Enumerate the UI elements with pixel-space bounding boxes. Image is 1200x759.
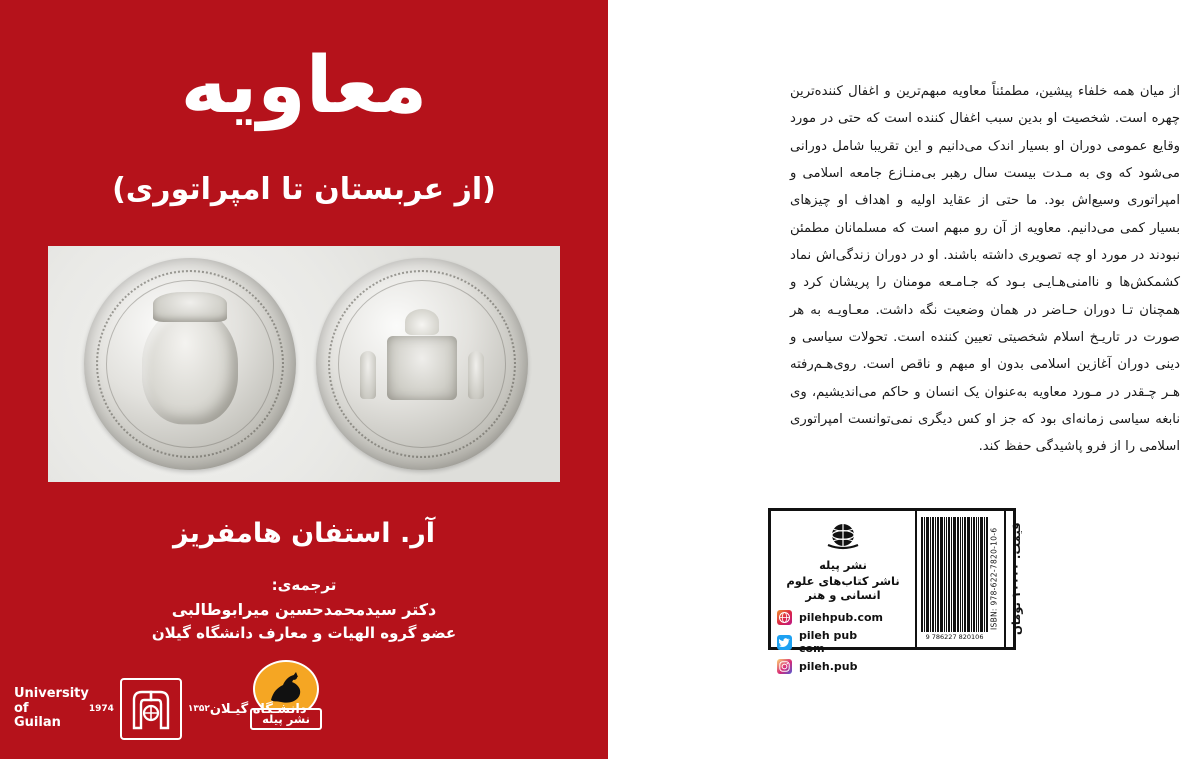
barcode-block [917,511,1004,647]
translator-name: دکتر سیدمحمدحسین میرابوطالبی [171,600,437,619]
barcode-area [915,511,1026,647]
twitter-text: pileh pub com [799,629,858,655]
university-name-en [10,687,89,732]
university-years [89,678,114,740]
coin-obverse [84,258,296,470]
back-cover-panel [608,0,1200,759]
instagram-text: pileh.pub [799,660,858,673]
coin-reverse [316,258,528,470]
website-text: pilehpub.com [799,611,884,624]
university-year-en: 1974 [88,704,114,714]
university-name-fa: دانشـگاه گیـلان [209,701,307,717]
book-title: معاویه [180,41,428,131]
publisher-logo-label: نشر پیله [250,708,322,730]
coin-photograph [48,246,560,482]
university-name-en-line1: University of [14,685,89,716]
publisher-contacts [777,610,909,674]
barcode-image [921,517,988,641]
publisher-tagline: ناشر کتاب‌های علوم انسانی و هنر [786,574,900,602]
publisher-info [771,511,915,673]
barcode-number: 9 786227 820106 [925,633,984,641]
publisher-name: نشر پیله [819,558,867,572]
book-subtitle: (از عربستان تا امپراتوری) [112,172,496,207]
contact-row-twitter[interactable] [777,629,883,655]
translator-affiliation: عضو گروه الهیات و معارف دانشگاه گیلان [151,624,457,642]
book-author: آر. استفان هامفریز [172,518,436,549]
globe-icon [826,521,860,555]
price-label: قیمت: ۱۰۰۰۰ تومان [1004,511,1026,647]
globe-web-icon [777,610,792,625]
contact-row-website[interactable] [777,610,883,625]
publisher-barcode-box [768,508,1024,673]
university-year-fa: ۱۳۵۲ [187,704,210,714]
isbn-text: ISBN: 978-622-7820-10-6 [989,527,999,631]
university-emblem-icon [120,678,182,740]
translator-label: ترجمه‌ی: [271,576,337,594]
instagram-icon [777,659,792,674]
contact-row-instagram[interactable] [777,659,883,674]
university-years-fa [188,678,210,740]
back-cover-blurb: از میان همه خلفاء پیشین، مطمئناً معاویه مبهم‌ترین و اغفال کننده‌ترین چهره است. شخصیت او بدین سبب اغفال کننده است که حتی در مورد وقایع عمومی دوران او بسیار اندک می‌دانیم و این تقریبا شامل دورانی می‌شود که وی به مـدت بیست سال رهبر بی‌منـازع جامعه اسلامی و امپراتوری وسیع‌اش بود. ما حتی از عقاید اولیه و اهداف او چیزهای بسیار کمی می‌دانیم. معاویه از آن رو مبهم است که مسلمانان مطمئن نبودند در مورد او چه تصویری داشته باشند. او در دوران زندگی‌اش نماد کشمکش‌ها و ناامنی‌هـایـی بـود که جـامـعه مومنان را پریشان کرد و همچنان تـا دوران حـاضر در همان وضعیت نگه داشت. معـاویـه به هر صورت در تاریـخ اسلام شخصیتی تعیین کننده است. تحولات سیاسی و دینی دوران آغازین اسلامی بدون او مبهم و ناقص است. روی‌هـم‌رفته هـر چـقدر در مـورد معاویه به‌عنوان یک انسان و حاکم می‌اندیشیم، وی نابغه سیاسی زمانه‌ای بود که جز او کس دیگری نمی‌توانست امپراتوری اسلامی را از فرو پاشیدگی حفظ کند. [790,84,1180,455]
twitter-icon [777,635,792,650]
publisher-logo [253,660,319,736]
university-name-en-line2: Guilan [14,715,61,731]
